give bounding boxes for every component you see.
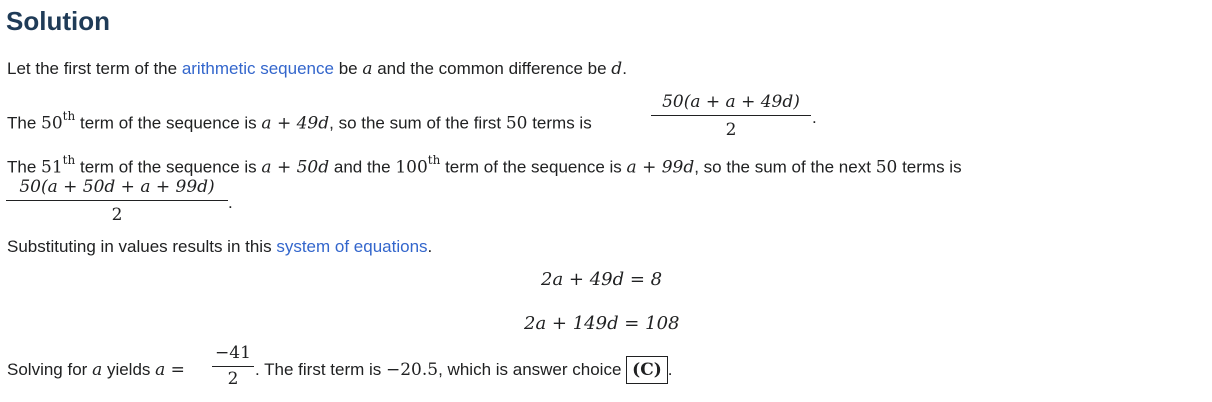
solution-heading: Solution xyxy=(6,6,110,36)
conclusion-sentence: . The first term is −20.5, which is answer choice (C) . xyxy=(255,360,673,380)
superscript-th: th xyxy=(62,109,76,123)
expr-a-plus-99d: a + 99d xyxy=(626,157,695,178)
paragraph-conclusion: Solving for a yields a = xyxy=(7,360,185,380)
first-term-value: −20.5 xyxy=(386,360,439,380)
fraction-denominator: 2 xyxy=(725,120,737,140)
paragraph-substitution: Substituting in values results in this system of equations. xyxy=(7,237,433,256)
fraction-next-sum: 50(a + 50d + a + 99d) 2 xyxy=(6,177,228,225)
var-a: a xyxy=(362,59,373,79)
arithmetic-sequence-link[interactable]: arithmetic sequence xyxy=(181,59,334,78)
fraction-numerator: 50(a + a + 49d) xyxy=(662,92,800,112)
paragraph-next-sum: The 51th term of the sequence is a + 50d and the 100th term of the sequence is a + 99d, so the sum of the next 50 terms is xyxy=(7,153,962,178)
paragraph-first-sum: The 50th term of the sequence is a + 49d, so the sum of the first 50 terms is xyxy=(7,109,592,134)
intro-text-be: be xyxy=(338,59,358,78)
expr-a-plus-49d: a + 49d xyxy=(261,113,330,134)
intro-text: Let the first term of the xyxy=(7,59,178,78)
var-d: d xyxy=(611,59,623,79)
intro-text-common-difference: and the common difference be xyxy=(377,59,607,78)
fraction-first-sum xyxy=(651,92,811,140)
fraction-a-value: −41 2 xyxy=(212,343,254,389)
equation-1: 2a + 49d = 8 xyxy=(541,269,663,290)
number-50: 50 xyxy=(41,113,63,134)
system-of-equations-link[interactable]: system of equations xyxy=(276,237,428,256)
equation-2: 2a + 149d = 108 xyxy=(524,313,680,334)
expr-a-plus-50d: a + 50d xyxy=(261,157,330,178)
paragraph-intro: Let the first term of the arithmetic sequence be a and the common difference be d. xyxy=(7,59,627,79)
answer-box: (C) xyxy=(626,356,668,384)
